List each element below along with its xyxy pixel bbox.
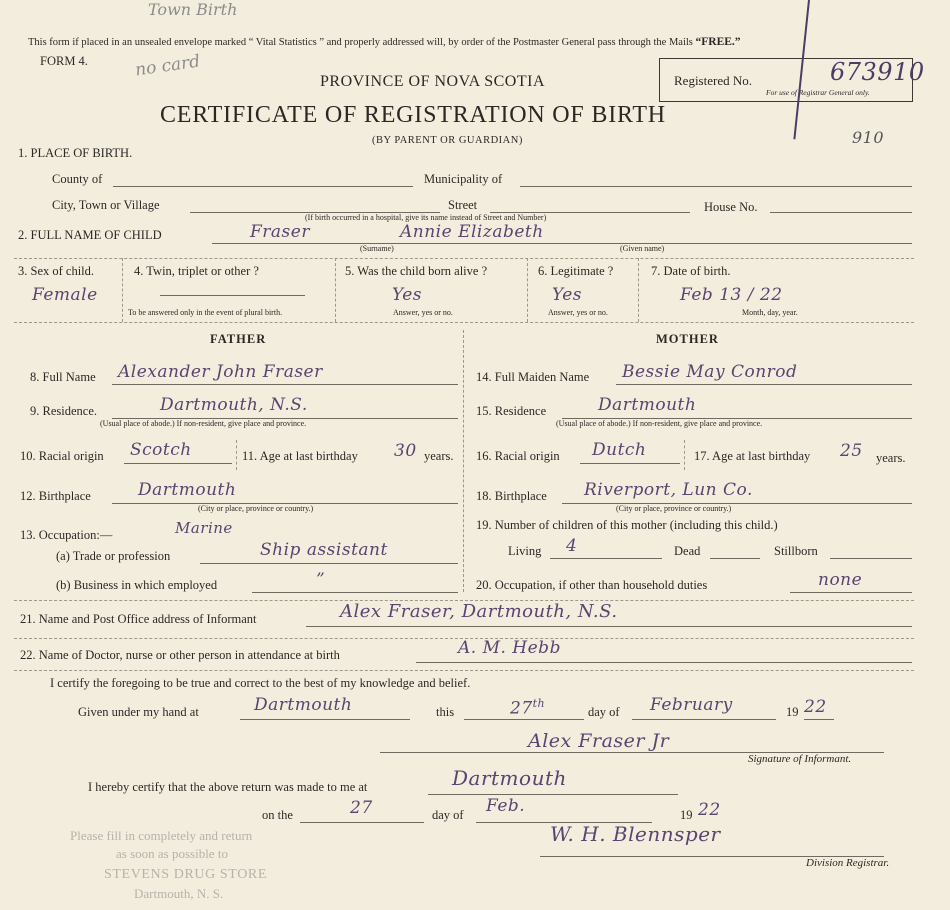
mother-residence-label: 15. Residence [476,404,547,418]
municipality-line [520,186,912,187]
father-residence-label: 9. Residence. [30,404,97,418]
on-the-label: on the [262,808,293,822]
registrar-year-suffix: 22 [698,800,721,820]
legitimate-note: Answer, yes or no. [548,308,608,317]
mother-birthplace-value: Riverport, Lun Co. [584,480,753,500]
page-subtitle: (BY PARENT OR GUARDIAN) [372,135,523,146]
mother-residence-note: (Usual place of abode.) If non-resident, give place and province. [556,419,763,428]
given-label: Given under my hand at [78,705,199,719]
divider [306,626,912,627]
mother-age-label: 17. Age at last birthday [694,449,811,463]
living-value: 4 [566,536,578,556]
dob-label: 7. Date of birth. [651,264,731,278]
informant-label: 21. Name and Post Office address of Informant [20,612,257,626]
child-surname: Fraser [250,222,310,242]
divider [428,794,678,795]
divider [335,258,336,322]
dob-value: Feb 13 / 22 [680,285,783,305]
business-label: (b) Business in which employed [56,578,218,592]
place-of-birth-heading: 1. PLACE OF BIRTH. [18,146,133,160]
informant-signature: Alex Fraser Jr [528,730,670,752]
father-age-value: 30 [394,441,417,461]
sex-label: 3. Sex of child. [18,264,95,278]
father-racial-label: 10. Racial origin [20,449,104,463]
divider [463,330,464,592]
twin-note: To be answered only in the event of plural birth. [128,308,283,317]
mother-name-value: Bessie May Conrod [622,362,798,382]
divider [580,463,680,464]
divider [14,322,914,323]
municipality-label: Municipality of [424,172,503,186]
certify-year-prefix: 19 [786,705,799,719]
house-label: House No. [704,200,758,214]
registrar-place: Dartmouth [452,766,567,790]
stamp-line-1: Please fill in completely and return [70,828,253,843]
this-label: this [436,705,455,719]
divider [112,384,458,385]
mother-heading: MOTHER [656,332,719,346]
street-label: Street [448,198,478,212]
top-notice-free: “FREE.” [695,36,741,48]
divider [300,822,424,823]
city-label: City, Town or Village [52,198,160,212]
divider [200,563,458,564]
mother-years: years. [876,451,906,465]
divider [632,719,776,720]
full-name-label: 2. FULL NAME OF CHILD [18,228,162,242]
child-given-name: Annie Elizabeth [400,222,544,242]
county-line [113,186,413,187]
given-caption: (Given name) [620,244,665,253]
divider [380,752,520,753]
father-occupation-value: Marine [175,519,233,537]
divider [684,440,685,470]
father-years: years. [424,449,454,463]
divider [830,558,912,559]
divider [710,558,760,559]
house-line [770,212,912,213]
registered-note: For use of Registrar General only. [766,88,870,97]
divider [240,719,410,720]
page-title: CERTIFICATE OF REGISTRATION OF BIRTH [160,102,666,128]
father-residence-value: Dartmouth, N.S. [160,395,308,415]
father-occupation-label: 13. Occupation:— [20,528,113,542]
dead-label: Dead [674,544,701,558]
divider [122,258,123,322]
sex-value: Female [32,285,98,305]
divider [562,503,912,504]
county-label: County of [52,172,103,186]
father-racial-value: Scotch [130,440,192,460]
hospital-note: (If birth occurred in a hospital, give its name instead of Street and Number) [305,213,547,222]
full-name-line [212,243,912,244]
divider [790,592,912,593]
father-name-label: 8. Full Name [30,370,96,384]
legitimate-value: Yes [552,285,583,305]
mother-birthplace-note: (City or place, province or country.) [616,504,732,513]
legitimate-label: 6. Legitimate ? [538,264,614,278]
divider [804,719,834,720]
registrar-month: Feb. [486,796,526,816]
trade-label: (a) Trade or profession [56,549,171,563]
living-label: Living [508,544,542,558]
father-birthplace-note: (City or place, province or country.) [198,504,314,513]
mother-birthplace-label: 18. Birthplace [476,489,547,503]
certify-year-suffix: 22 [804,697,827,717]
divider [236,440,237,470]
top-notice [28,36,741,48]
informant-value: Alex Fraser, Dartmouth, N.S. [340,601,618,622]
mother-name-label: 14. Full Maiden Name [476,370,590,384]
divider [252,592,458,593]
stillborn-label: Stillborn [774,544,818,558]
alive-note: Answer, yes or no. [393,308,453,317]
surname-caption: (Surname) [360,244,394,253]
trade-value: Ship assistant [260,540,388,560]
father-age-label: 11. Age at last birthday [242,449,358,463]
pencil-note-top: Town Birth [148,0,238,19]
registrar-day-of: day of [432,808,464,822]
divider [616,384,912,385]
father-birthplace-label: 12. Birthplace [20,489,91,503]
divider [464,719,584,720]
divider [14,670,914,671]
father-name-value: Alexander John Fraser [118,362,323,382]
form-number: FORM 4. [40,54,88,68]
certify-day-number: 27 [510,698,533,719]
registrar-day: 27 [350,798,373,818]
province-heading: PROVINCE OF NOVA SCOTIA [320,73,546,90]
stamp-line-2: as soon as possible to [116,846,228,861]
corner-mark: 910 [852,128,885,147]
certify-line: I certify the foregoing to be true and correct to the best of my knowledge and belief. [50,676,471,690]
registrar-line: I hereby certify that the above return was made to me at [88,780,368,794]
mother-racial-label: 16. Racial origin [476,449,560,463]
father-residence-note: (Usual place of abode.) If non-resident, give place and province. [100,419,307,428]
dob-note: Month, day, year. [742,308,798,317]
divider [14,258,914,259]
certify-day-of: day of [588,705,620,719]
certify-day-suffix: th [532,697,546,710]
given-place: Dartmouth [254,695,353,715]
alive-label: 5. Was the child born alive ? [345,264,488,278]
stamp-line-3: STEVENS DRUG STORE [104,867,268,882]
pencil-note-left: no card [133,51,202,81]
twin-label: 4. Twin, triplet or other ? [134,264,259,278]
twin-line [160,295,305,296]
mother-residence-value: Dartmouth [598,395,697,415]
mother-age-value: 25 [840,441,863,461]
divider [527,258,528,322]
mother-racial-value: Dutch [592,440,647,460]
business-value: ” [316,570,326,590]
father-heading: FATHER [210,332,267,346]
doctor-value: A. M. Hebb [458,638,561,658]
informant-caption: Signature of Informant. [748,753,852,765]
registrar-signature: W. H. Blennsper [550,822,721,846]
stamp-line-4: Dartmouth, N. S. [134,886,224,901]
children-label: 19. Number of children of this mother (including this child.) [476,518,778,532]
certify-month: February [650,695,733,715]
mother-occupation-label: 20. Occupation, if other than household duties [476,578,708,592]
father-birthplace-value: Dartmouth [138,480,237,500]
registrar-year-prefix: 19 [680,808,693,822]
top-notice-text: This form if placed in an unsealed envelope marked “ Vital Statistics ” and properly addressed will, by order of the Postmaster General pass through the Mails [28,37,693,48]
doctor-label: 22. Name of Doctor, nurse or other person in attendance at birth [20,648,340,662]
certify-day [510,697,545,719]
divider [638,258,639,322]
registrar-caption: Division Registrar. [806,857,890,869]
registered-number: 673910 [830,58,925,86]
divider [124,463,232,464]
divider [416,662,912,663]
registered-label: Registered No. [674,73,752,88]
mother-occupation-value: none [818,570,863,590]
alive-value: Yes [392,285,423,305]
divider [550,558,662,559]
